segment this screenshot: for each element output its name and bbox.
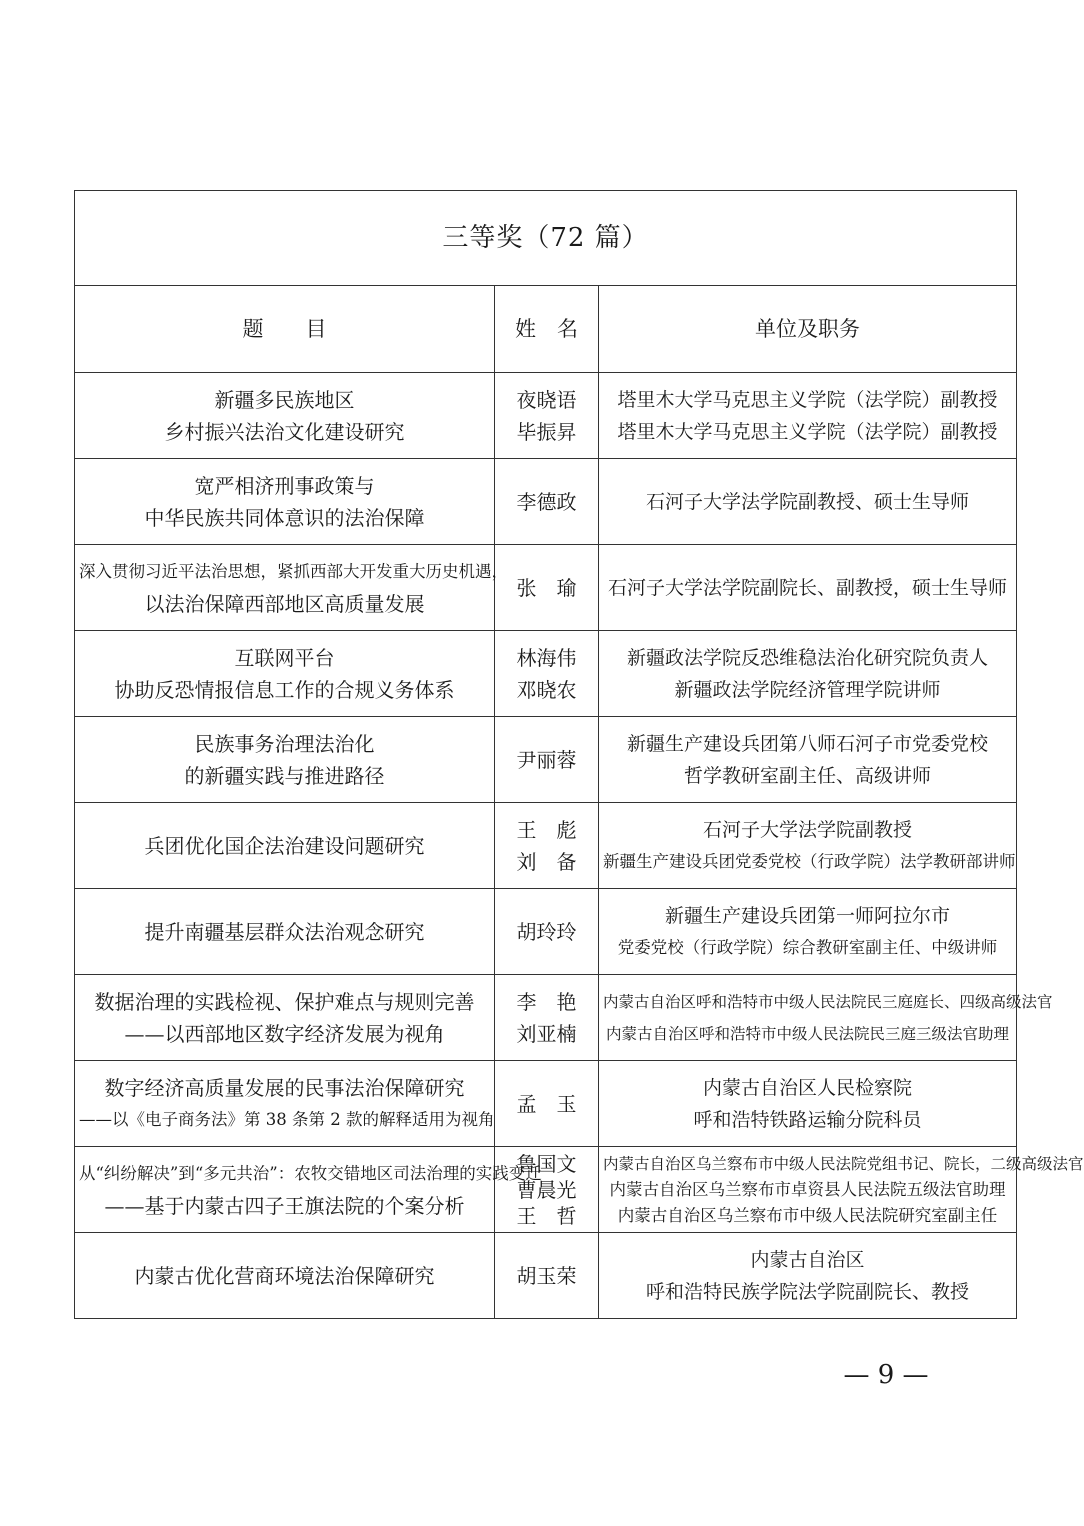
topic-cell [75,975,495,1061]
unit-line: 内蒙古自治区乌兰察布市卓资县人民法院五级法官助理 [609,1179,1006,1199]
author-name: 李德政 [516,489,577,514]
name-cell [495,631,599,717]
table-row [75,1147,1017,1233]
name-cell [495,803,599,889]
author-name: 王 彪 [516,817,577,842]
unit-line: 新疆生产建设兵团党委党校（行政学院）法学教研部讲师 [603,851,1016,871]
unit-line: 党委党校（行政学院）综合教研室副主任、中级讲师 [617,937,998,957]
topic-line: 以法治保障西部地区高质量发展 [144,591,425,616]
name-cell [495,1147,599,1233]
unit-line: 内蒙古自治区 [750,1248,865,1271]
author-name: 尹丽蓉 [516,747,577,772]
unit-line: 新疆政法学院反恐维稳法治化研究院负责人 [627,646,989,669]
page-number: — 9 — [843,1360,929,1390]
unit-line: 呼和浩特民族学院法学院副院长、教授 [646,1280,970,1303]
topic-line: 兵团优化国企法治建设问题研究 [144,833,425,858]
unit-line: 塔里木大学马克思主义学院（法学院）副教授 [617,388,998,411]
author-name: 李 艳 [516,989,577,1014]
unit-line: 石河子大学法学院副教授 [703,818,913,841]
author-name: 孟 玉 [516,1091,577,1116]
topic-cell [75,1233,495,1319]
table-row [75,459,1017,545]
header-topic: 题 目 [75,286,495,373]
unit-cell [599,545,1017,631]
author-name: 刘亚楠 [516,1021,577,1046]
topic-cell [75,717,495,803]
topic-cell [75,631,495,717]
unit-line: 塔里木大学马克思主义学院（法学院）副教授 [617,420,998,443]
name-cell [495,545,599,631]
table-row [75,803,1017,889]
topic-line: 数据治理的实践检视、保护难点与规则完善 [94,989,475,1014]
topic-line: 互联网平台 [234,645,335,670]
table-title: 三等奖（72 篇） [75,191,1017,286]
header-name: 姓 名 [495,286,599,373]
unit-cell [599,717,1017,803]
table-row [75,717,1017,803]
topic-line: 从“纠纷解决”到“多元共治”：农牧交错地区司法治理的实践变迁 [79,1163,542,1183]
topic-cell [75,373,495,459]
unit-line: 内蒙古自治区呼和浩特市中级人民法院民三庭三级法官助理 [606,1024,1010,1043]
unit-line: 哲学教研室副主任、高级讲师 [684,764,932,787]
unit-line: 新疆生产建设兵团第八师石河子市党委党校 [627,732,989,755]
unit-line: 内蒙古自治区呼和浩特市中级人民法院民三庭庭长、四级高级法官 [603,992,1053,1011]
author-name: 鲁国文 [516,1151,577,1176]
topic-line: 内蒙古优化营商环境法治保障研究 [134,1263,435,1288]
name-cell [495,717,599,803]
unit-line: 石河子大学法学院副院长、副教授，硕士生导师 [608,576,1008,599]
unit-cell [599,631,1017,717]
topic-line: 中华民族共同体意识的法治保障 [144,505,425,530]
author-name: 王 哲 [516,1203,577,1228]
name-cell [495,1061,599,1147]
topic-cell [75,459,495,545]
unit-line: 石河子大学法学院副教授、硕士生导师 [646,490,970,513]
header-unit: 单位及职务 [599,286,1017,373]
author-name: 胡玉荣 [516,1263,577,1288]
unit-line: 内蒙古自治区人民检察院 [703,1076,913,1099]
table-row [75,1061,1017,1147]
author-name: 夜晓语 [516,387,577,412]
author-name: 邓晓农 [516,677,577,702]
table-row [75,889,1017,975]
topic-cell [75,1147,542,1233]
unit-line: 呼和浩特铁路运输分院科员 [693,1108,922,1131]
unit-cell [599,1233,1017,1319]
table-row [75,1233,1017,1319]
topic-line: ——基于内蒙古四子王旗法院的个案分析 [104,1193,465,1218]
table-row [75,631,1017,717]
unit-cell [599,373,1017,459]
table-row [75,975,1017,1061]
unit-line: 新疆生产建设兵团第一师阿拉尔市 [665,904,951,927]
topic-line: 数字经济高质量发展的民事法治保障研究 [104,1075,465,1100]
topic-cell [75,889,495,975]
table-row [75,373,1017,459]
topic-line: 的新疆实践与推进路径 [184,763,385,788]
topic-line: 宽严相济刑事政策与 [194,473,375,498]
name-cell [495,1233,599,1319]
name-cell [495,889,599,975]
topic-cell [75,545,508,631]
topic-line: 提升南疆基层群众法治观念研究 [144,919,425,944]
name-cell [495,459,599,545]
topic-line: 民族事务治理法治化 [194,731,375,756]
unit-line: 内蒙古自治区乌兰察布市中级人民法院研究室副主任 [617,1205,998,1225]
topic-line: ——以《电子商务法》第 38 条第 2 款的解释适用为视角 [79,1109,495,1129]
table-row [75,545,1017,631]
topic-line: 乡村振兴法治文化建设研究 [164,419,405,444]
topic-line: 协助反恐情报信息工作的合规义务体系 [114,677,455,702]
unit-cell [599,803,1017,889]
unit-cell [599,975,1053,1061]
topic-line: 新疆多民族地区 [214,387,355,412]
topic-cell [75,1061,495,1147]
topic-line: ——以西部地区数字经济发展为视角 [124,1021,445,1046]
awards-table [74,190,1084,1319]
author-name: 林海伟 [516,645,577,670]
unit-line: 新疆政法学院经济管理学院讲师 [674,678,941,701]
unit-line: 内蒙古自治区乌兰察布市中级人民法院党组书记、院长，二级高级法官 [603,1154,1084,1173]
unit-cell [599,1147,1084,1233]
topic-line: 深入贯彻习近平法治思想，紧抓西部大开发重大历史机遇， [79,561,508,581]
unit-cell [599,1061,1017,1147]
author-name: 毕振昇 [516,419,577,444]
author-name: 张 瑜 [516,575,577,600]
author-name: 曹晨光 [516,1177,577,1202]
unit-cell [599,459,1017,545]
author-name: 刘 备 [516,849,577,874]
name-cell [495,975,599,1061]
topic-cell [75,803,495,889]
unit-cell [599,889,1017,975]
author-name: 胡玲玲 [516,919,577,944]
name-cell [495,373,599,459]
